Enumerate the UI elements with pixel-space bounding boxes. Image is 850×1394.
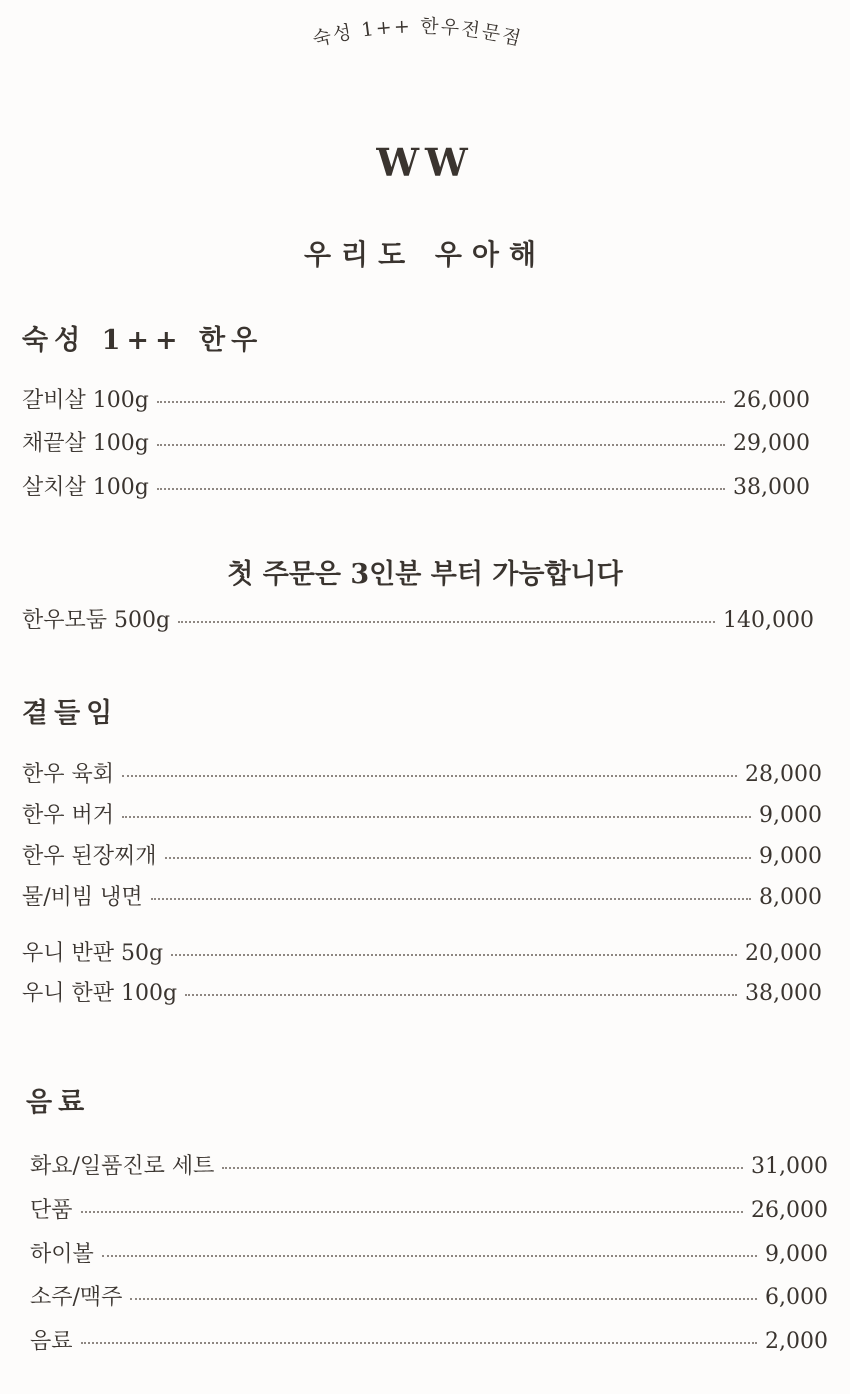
item-price: 38,000 xyxy=(745,981,822,1006)
item-price: 26,000 xyxy=(751,1198,828,1223)
section-title-sides: 곁들임 xyxy=(22,698,119,729)
dot-leader xyxy=(102,1255,757,1257)
dot-leader xyxy=(157,488,725,490)
section-title-drinks: 음료 xyxy=(26,1087,91,1118)
menu-item xyxy=(22,842,822,872)
item-price: 20,000 xyxy=(745,941,822,966)
item-price: 6,000 xyxy=(765,1285,828,1310)
item-name: 살치살 100g xyxy=(22,475,149,500)
menu-item xyxy=(22,473,810,503)
menu-item xyxy=(22,883,822,913)
item-name: 우니 반판 50g xyxy=(22,941,164,966)
logo: WW xyxy=(376,140,474,185)
item-price: 28,000 xyxy=(745,762,822,787)
dot-leader xyxy=(171,954,737,956)
dot-leader xyxy=(165,857,752,859)
slogan: 우리도 우아해 xyxy=(303,238,547,271)
menu-item xyxy=(30,1196,828,1226)
dot-leader xyxy=(81,1342,758,1344)
item-price: 31,000 xyxy=(751,1154,828,1179)
item-price: 9,000 xyxy=(759,803,822,828)
item-price: 8,000 xyxy=(759,885,822,910)
dot-leader xyxy=(122,816,751,818)
dot-leader xyxy=(178,621,715,623)
item-price: 26,000 xyxy=(733,388,810,413)
item-name: 하이볼 xyxy=(30,1242,94,1267)
arched-subtitle xyxy=(0,0,850,120)
item-name: 우니 한판 100g xyxy=(22,981,178,1006)
menu-item xyxy=(22,939,822,969)
item-price: 2,000 xyxy=(765,1329,828,1354)
item-name: 물/비빔 냉면 xyxy=(22,885,143,910)
dot-leader xyxy=(151,898,751,900)
order-notice: 첫 주문은 3인분 부터 가능합니다 xyxy=(227,559,623,590)
dot-leader xyxy=(81,1211,744,1213)
item-price: 140,000 xyxy=(723,608,814,633)
item-name: 소주/맥주 xyxy=(30,1285,123,1310)
dot-leader xyxy=(222,1167,743,1169)
item-name: 갈비살 100g xyxy=(22,388,149,413)
dot-leader xyxy=(185,994,737,996)
item-price: 29,000 xyxy=(733,431,810,456)
menu-item-set xyxy=(22,606,814,636)
menu-item xyxy=(30,1152,828,1182)
item-price: 9,000 xyxy=(759,844,822,869)
item-name: 화요/일품진로 세트 xyxy=(30,1154,215,1179)
item-name: 음료 xyxy=(30,1329,73,1354)
menu-item xyxy=(30,1240,828,1270)
menu-item xyxy=(30,1327,828,1357)
section-title-hanwoo: 숙성 1++ 한우 xyxy=(22,325,264,356)
svg-text:숙성 1++ 한우전문점 xyxy=(311,15,525,50)
menu-item xyxy=(22,386,810,416)
arched-subtitle-text: 숙성 1++ 한우전문점 xyxy=(310,15,525,51)
item-name: 채끝살 100g xyxy=(22,431,149,456)
menu-item xyxy=(22,429,810,459)
menu-item xyxy=(22,760,822,790)
item-name: 한우모둠 500g xyxy=(22,608,171,633)
dot-leader xyxy=(130,1298,757,1300)
dot-leader xyxy=(157,401,725,403)
item-price: 9,000 xyxy=(765,1242,828,1267)
menu-item xyxy=(30,1283,828,1313)
item-name: 한우 버거 xyxy=(22,803,115,828)
menu-item xyxy=(22,979,822,1009)
item-name: 한우 된장찌개 xyxy=(22,844,157,869)
dot-leader xyxy=(157,444,725,446)
item-name: 한우 육회 xyxy=(22,762,115,787)
item-price: 38,000 xyxy=(733,475,810,500)
dot-leader xyxy=(122,775,737,777)
item-name: 단품 xyxy=(30,1198,73,1223)
menu-item xyxy=(22,801,822,831)
